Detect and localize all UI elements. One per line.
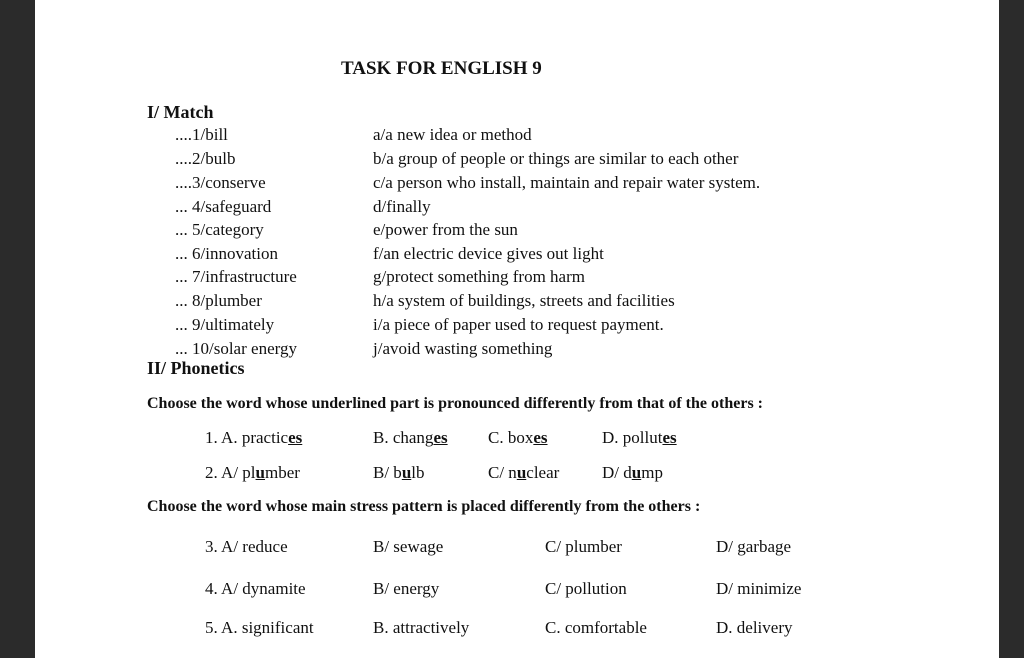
option-5d: D. delivery: [716, 618, 793, 637]
option-1c: C. boxes: [488, 428, 548, 447]
match-definition: d/finally: [373, 197, 431, 216]
match-definition: h/a system of buildings, streets and facilities: [373, 291, 675, 310]
match-term: ... 4/safeguard: [175, 197, 272, 216]
match-term: ... 6/innovation: [175, 244, 278, 263]
option-2a: 2. A/ plumber: [205, 463, 300, 482]
match-term: ... 10/solar energy: [175, 339, 297, 358]
page-title: TASK FOR ENGLISH 9: [341, 58, 542, 79]
section-match-heading: I/ Match: [147, 102, 214, 122]
instruction-stress: Choose the word whose main stress pattern is placed differently from the others :: [147, 498, 701, 515]
option-4b: B/ energy: [373, 579, 440, 598]
option-3d: D/ garbage: [716, 537, 792, 556]
match-definition: b/a group of people or things are similar to each other: [373, 149, 739, 168]
match-definition: i/a piece of paper used to request payment.: [373, 315, 664, 334]
match-definition: f/an electric device gives out light: [373, 244, 604, 263]
match-term: ... 9/ultimately: [175, 315, 275, 334]
worksheet-page: [35, 0, 999, 658]
option-3c: C/ plumber: [545, 537, 622, 556]
match-definition: c/a person who install, maintain and repair water system.: [373, 173, 761, 192]
option-4c: C/ pollution: [545, 579, 627, 598]
match-definition: a/a new idea or method: [373, 125, 532, 144]
match-definition: e/power from the sun: [373, 220, 518, 239]
option-1d: D. pollutes: [602, 428, 677, 447]
option-2c: C/ nuclear: [488, 463, 560, 482]
match-term: ....2/bulb: [175, 149, 236, 168]
instruction-pronunciation: Choose the word whose underlined part is pronounced differently from that of the others :: [147, 395, 763, 412]
option-5c: C. comfortable: [545, 618, 647, 637]
option-2d: D/ dump: [602, 463, 663, 482]
match-term: ....3/conserve: [175, 173, 266, 192]
match-term: ... 5/category: [175, 220, 264, 239]
option-1b: B. changes: [373, 428, 448, 447]
match-definition: j/avoid wasting something: [373, 339, 553, 358]
option-2b: B/ bulb: [373, 463, 425, 482]
option-3a: 3. A/ reduce: [205, 537, 288, 556]
option-4a: 4. A/ dynamite: [205, 579, 306, 598]
option-4d: D/ minimize: [716, 579, 802, 598]
match-term: ....1/bill: [175, 125, 228, 144]
option-5a: 5. A. significant: [205, 618, 314, 637]
option-1a: 1. A. practices: [205, 428, 303, 447]
match-definition: g/protect something from harm: [373, 267, 585, 286]
option-3b: B/ sewage: [373, 537, 444, 556]
option-5b: B. attractively: [373, 618, 470, 637]
match-term: ... 8/plumber: [175, 291, 262, 310]
match-term: ... 7/infrastructure: [175, 267, 297, 286]
section-phonetics-heading: II/ Phonetics: [147, 358, 245, 378]
